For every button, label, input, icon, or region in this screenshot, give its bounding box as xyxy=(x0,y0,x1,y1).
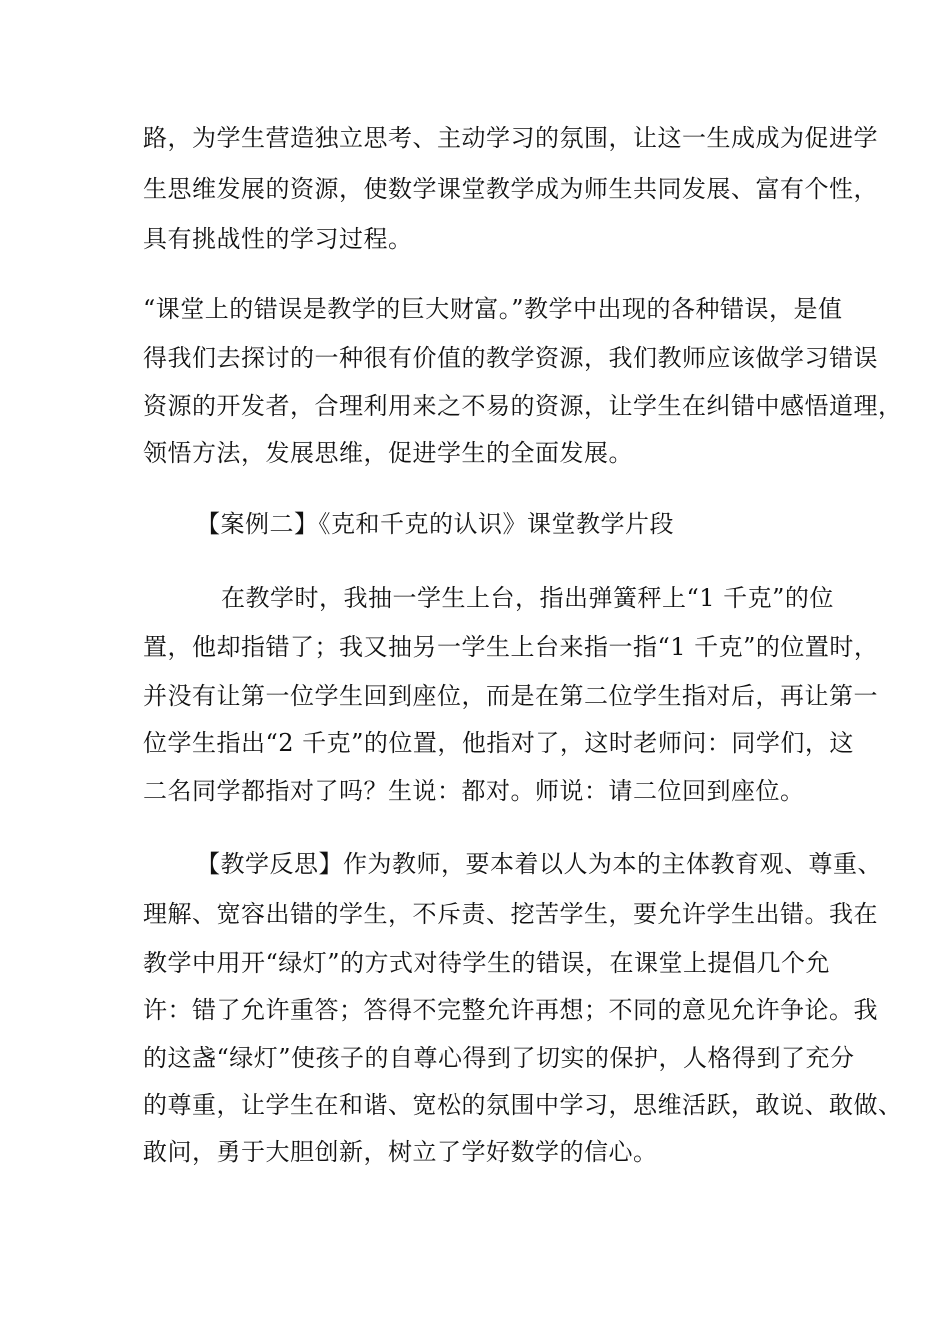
paragraph-4-line-7: 敢问，勇于大胆创新，树立了学好数学的信心。 xyxy=(143,1138,658,1166)
paragraph-2-line-1: “课堂上的错误是教学的巨大财富。”教学中出现的各种错误，是值 xyxy=(143,295,843,323)
paragraph-4-line-4: 许：错了允许重答；答得不完整允许再想；不同的意见允许争论。我 xyxy=(143,996,878,1024)
paragraph-2-line-4: 领悟方法，发展思维，促进学生的全面发展。 xyxy=(143,439,633,467)
case-heading: 【案例二】《克和千克的认识》课堂教学片段 xyxy=(196,510,674,538)
paragraph-4-line-6: 的尊重，让学生在和谐、宽松的氛围中学习，思维活跃，敢说、敢做、 xyxy=(143,1091,903,1119)
paragraph-1-line-2: 生思维发展的资源，使数学课堂教学成为师生共同发展、富有个性， xyxy=(143,175,878,203)
paragraph-4-line-2: 理解、宽容出错的学生，不斥责、挖苦学生，要允许学生出错。我在 xyxy=(143,900,878,928)
paragraph-4-line-1: 【教学反思】作为教师，要本着以人为本的主体教育观、尊重、 xyxy=(196,850,882,878)
paragraph-3-line-2: 置，他却指错了；我又抽另一学生上台来指一指“1 千克”的位置时， xyxy=(143,633,879,661)
paragraph-3-line-1: 在教学时，我抽一学生上台，指出弹簧秤上“1 千克”的位 xyxy=(221,584,834,612)
paragraph-4-line-3: 教学中用开“绿灯”的方式对待学生的错误，在课堂上提倡几个允 xyxy=(143,949,831,977)
paragraph-2-line-3: 资源的开发者，合理利用来之不易的资源，让学生在纠错中感悟道理， xyxy=(143,392,903,420)
paragraph-1-line-1: 路，为学生营造独立思考、主动学习的氛围，让这一生成成为促进学 xyxy=(143,124,878,152)
paragraph-1-line-3: 具有挑战性的学习过程。 xyxy=(143,225,413,253)
paragraph-3-line-4: 位学生指出“2 千克”的位置，他指对了，这时老师问：同学们，这 xyxy=(143,729,854,757)
paragraph-3-line-5: 二名同学都指对了吗？生说：都对。师说：请二位回到座位。 xyxy=(143,777,805,805)
paragraph-2-line-2: 得我们去探讨的一种很有价值的教学资源，我们教师应该做学习错误 xyxy=(143,344,878,372)
paragraph-4-line-5: 的这盏“绿灯”使孩子的自尊心得到了切实的保护，人格得到了充分 xyxy=(143,1044,855,1072)
paragraph-3-line-3: 并没有让第一位学生回到座位，而是在第二位学生指对后，再让第一 xyxy=(143,682,878,710)
